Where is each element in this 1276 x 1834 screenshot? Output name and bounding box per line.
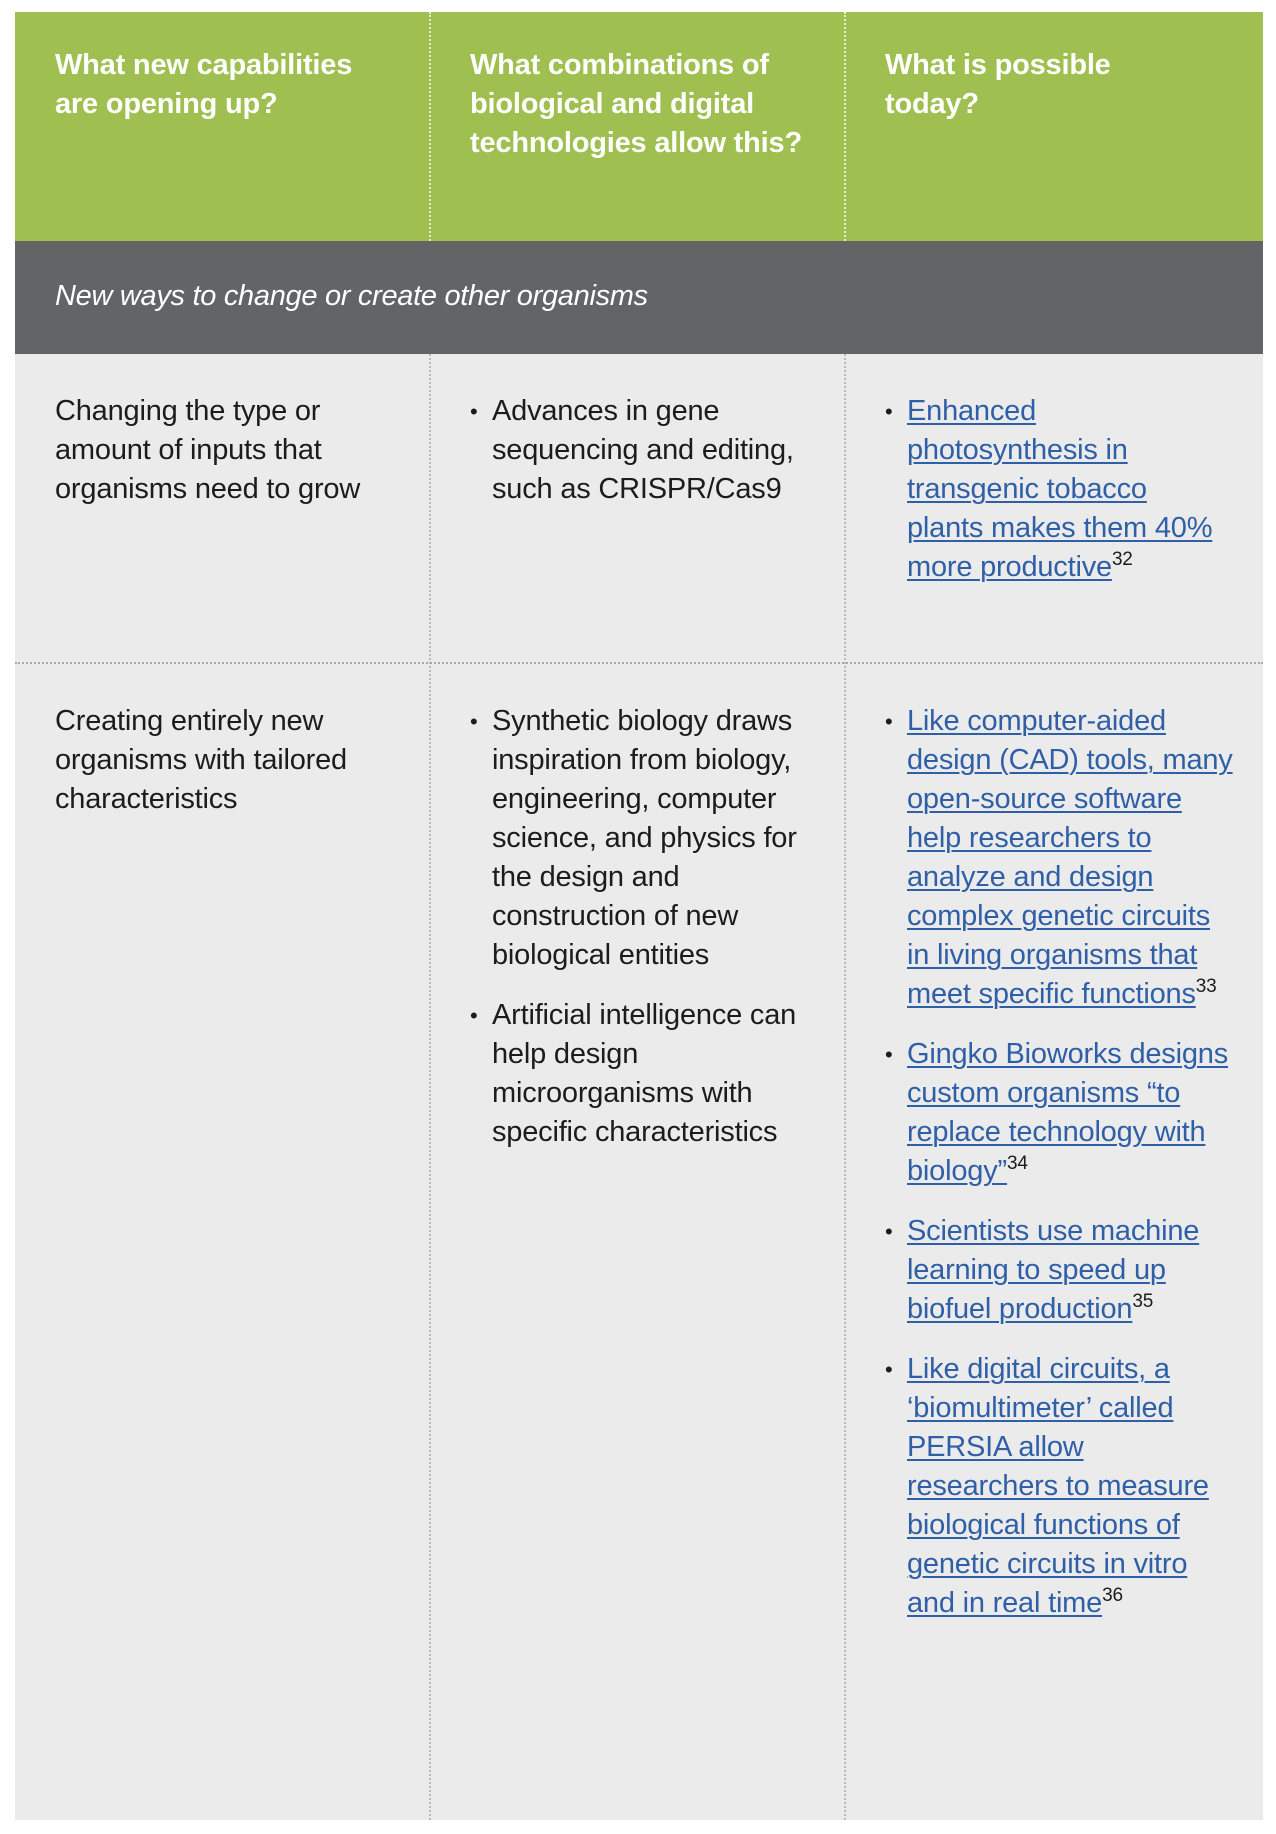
table-header — [15, 12, 1263, 241]
footnote-ref: 34 — [1006, 1153, 1028, 1174]
row2-examples — [885, 702, 1235, 1644]
row1-technologies — [470, 392, 815, 530]
section-title: New ways to change or create other organisms — [55, 280, 648, 312]
list-item — [885, 1350, 1235, 1623]
list-item — [470, 996, 815, 1152]
header-technologies: What combinations of biological and digital technologies allow this? — [470, 49, 802, 159]
row2-technologies — [470, 702, 815, 1173]
row2-capability: Creating entirely new organisms with tailored characteristics — [55, 705, 347, 815]
column-divider — [429, 354, 431, 1820]
example-link[interactable]: Like computer-aided design (CAD) tools, many open-source software help researchers to analyze and design complex genetic circuits in living organisms that meet specific functions — [907, 705, 1233, 1010]
column-divider — [844, 354, 846, 1820]
row1-examples — [885, 392, 1225, 608]
footnote-ref: 32 — [1111, 549, 1133, 570]
technology-text: Advances in gene sequencing and editing, such as CRISPR/Cas9 — [492, 395, 794, 505]
header-divider — [844, 12, 846, 241]
example-link[interactable]: Scientists use machine learning to speed up biofuel production — [907, 1215, 1200, 1325]
list-item — [885, 392, 1225, 587]
footnote-ref: 33 — [1195, 976, 1217, 997]
header-possible-today: What is possible today? — [885, 49, 1111, 120]
header-capabilities: What new capabilities are opening up? — [55, 49, 353, 120]
footnote-ref: 35 — [1132, 1291, 1154, 1312]
capabilities-table — [15, 12, 1263, 1820]
example-link[interactable]: Gingko Bioworks designs custom organisms “to replace technology with biology” — [907, 1038, 1228, 1187]
example-link[interactable]: Like digital circuits, a ‘biomultimeter’ called PERSIA allow researchers to measure biological functions of genetic circuits in vitro and in real time — [907, 1353, 1209, 1619]
list-item — [470, 392, 815, 509]
row-divider — [15, 662, 1263, 664]
technology-text: Synthetic biology draws inspiration from biology, engineering, computer science, and physics for the design and construction of new biological entities — [492, 705, 797, 971]
list-item — [470, 702, 815, 975]
section-band — [15, 241, 1263, 354]
row1-capability: Changing the type or amount of inputs that organisms need to grow — [55, 395, 361, 505]
example-link[interactable]: Enhanced photosynthesis in transgenic tobacco plants makes them 40% more productive — [907, 395, 1213, 583]
list-item — [885, 702, 1235, 1014]
technology-text: Artificial intelligence can help design microorganisms with specific characteristics — [492, 999, 797, 1148]
header-divider — [429, 12, 431, 241]
footnote-ref: 36 — [1102, 1585, 1123, 1606]
list-item — [885, 1035, 1235, 1191]
list-item — [885, 1212, 1235, 1329]
